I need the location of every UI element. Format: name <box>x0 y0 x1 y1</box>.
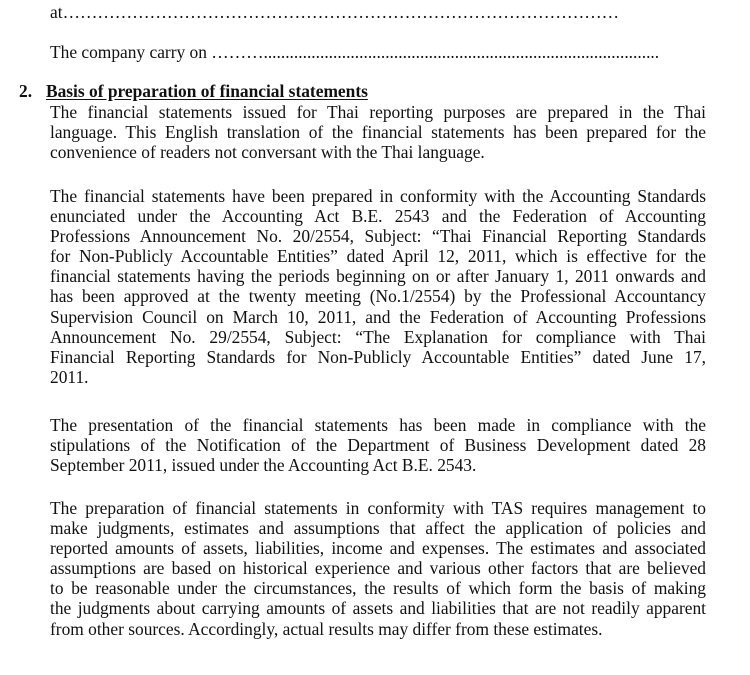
paragraph-line: reported amounts of assets, liabilities, income and expenses. The estimates and associated <box>50 538 706 559</box>
top-dotted-line <box>50 2 619 22</box>
paragraph-line: language. This English translation of the financial statements has been prepared for the <box>50 122 706 143</box>
paragraph-line: the judgments about carrying amounts of assets and liabilities that are not readily apparent <box>50 598 706 619</box>
paragraph-line: enunciated under the Accounting Act B.E. 2543 and the Federation of Accounting <box>50 206 706 227</box>
paragraph-translation-note <box>50 102 706 162</box>
paragraph-line: stipulations of the Notification of the Department of Business Development dated 28 <box>50 435 706 456</box>
paragraph-line: The financial statements have been prepared in conformity with the Accounting Standards <box>50 186 706 206</box>
paragraph-line: convenience of readers not conversant with the Thai language. <box>50 142 485 163</box>
paragraph-line: The financial statements issued for Thai reporting purposes are prepared in the Thai <box>50 102 706 122</box>
paragraph-line: financial statements having the periods beginning on or after January 1, 2011 onwards and <box>50 266 706 287</box>
top-line-dots: …………………………………………………………………………………… <box>62 2 620 22</box>
paragraph-line: Supervision Council on March 10, 2011, and the Federation of Accounting Professions <box>50 306 706 327</box>
paragraph-line: from other sources. Accordingly, actual results may differ from these estimates. <box>50 618 603 639</box>
carry-on-line <box>50 42 659 62</box>
paragraph-line: to be reasonable under the circumstances, the results of which form the basis of making <box>50 578 706 599</box>
paragraph-line: for Non-Publicly Accountable Entities” dated April 12, 2011, which is effective for the <box>50 246 706 267</box>
paragraph-line: Financial Reporting Standards for Non-Publicly Accountable Entities” dated June 17, <box>50 346 706 367</box>
paragraph-line: has been approved at the twenty meeting (No.1/2554) by the Professional Accountancy <box>50 286 706 307</box>
paragraph-estimates <box>50 498 706 639</box>
paragraph-line: The preparation of financial statements in conformity with TAS requires management to <box>50 498 706 518</box>
top-line-prefix: at <box>50 2 63 22</box>
carry-on-label: The company carry on <box>50 42 207 62</box>
section-heading <box>19 81 368 101</box>
carry-on-dots: ………........................................................................................... <box>211 42 660 62</box>
paragraph-line: Announcement No. 29/2554, Subject: “The Explanation for compliance with Thai <box>50 326 706 347</box>
paragraph-conformity <box>50 186 706 387</box>
paragraph-line: make judgments, estimates and assumptions that affect the application of policies and <box>50 518 706 539</box>
paragraph-line: assumptions are based on historical experience and various other factors that are believed <box>50 558 706 579</box>
paragraph-presentation <box>50 415 706 475</box>
paragraph-line: The presentation of the financial statements has been made in compliance with the <box>50 415 706 435</box>
paragraph-line: 2011. <box>50 366 89 387</box>
section-title: Basis of preparation of financial statements <box>46 81 368 101</box>
section-number: 2. <box>19 81 33 101</box>
paragraph-line: September 2011, issued under the Accounting Act B.E. 2543. <box>50 455 477 476</box>
paragraph-line: Professions Announcement No. 20/2554, Subject: “Thai Financial Reporting Standards <box>50 226 706 247</box>
